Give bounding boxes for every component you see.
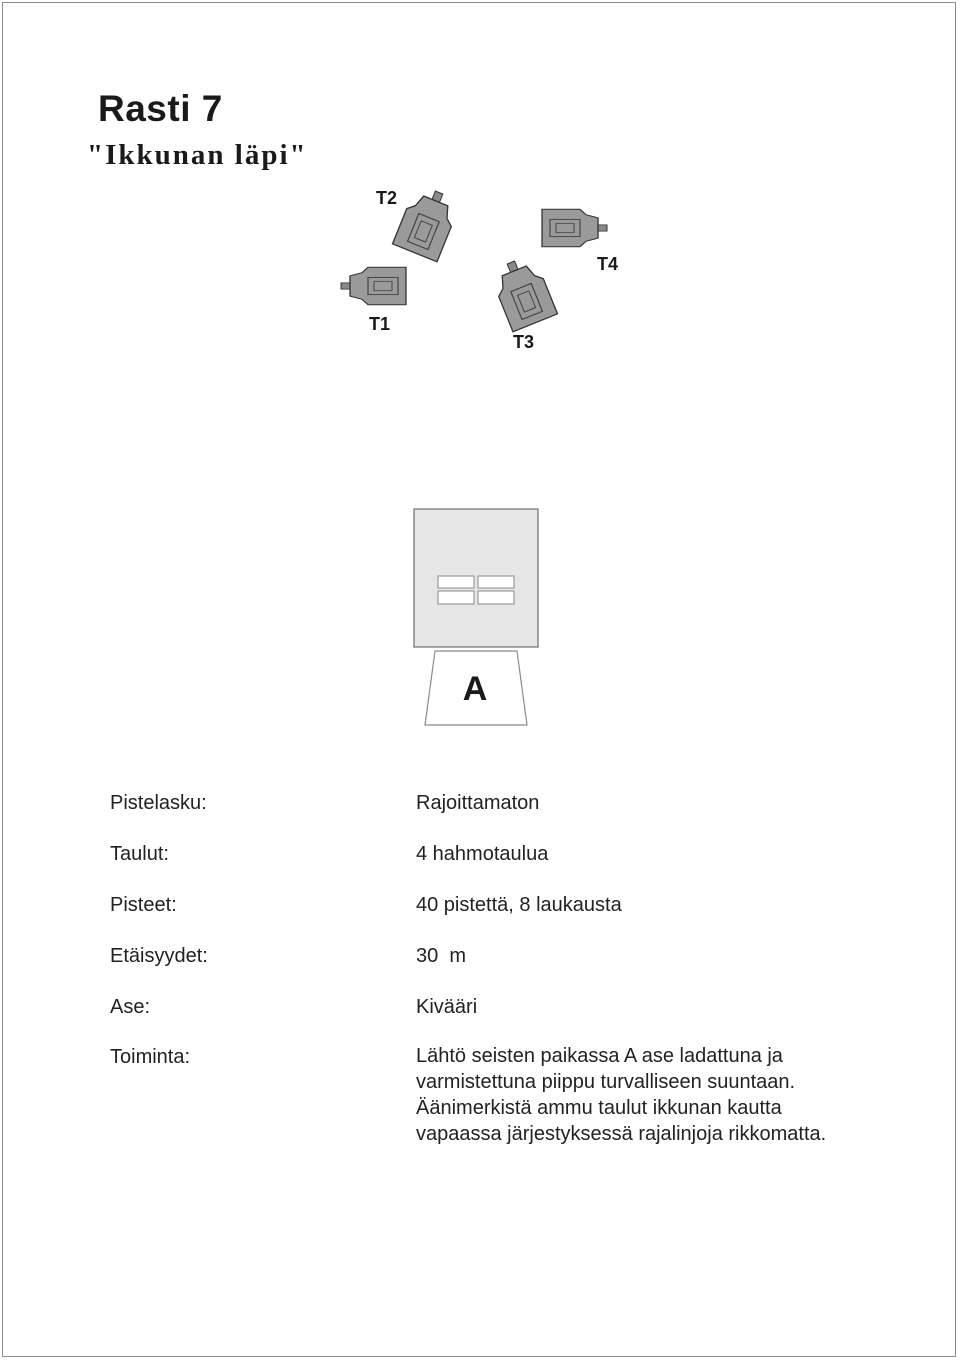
target-label-t2: T2 (376, 188, 398, 208)
label-distances: Etäisyydet: (110, 945, 208, 967)
value-targets: 4 hahmotaulua (416, 843, 549, 865)
value-distances: 30 m (416, 945, 467, 967)
position-label-a: A (462, 670, 488, 708)
target-label-t4: T4 (597, 254, 619, 274)
label-targets: Taulut: (110, 843, 169, 865)
target-t4 (542, 209, 618, 274)
stage-subtitle: "Ikkunan läpi" (87, 139, 308, 171)
label-scoring: Pistelasku: (110, 792, 207, 814)
label-weapon: Ase: (110, 996, 151, 1018)
target-t2 (376, 184, 461, 262)
wall-with-window (414, 509, 538, 647)
label-points: Pisteet: (110, 894, 177, 916)
target-t3 (489, 254, 558, 352)
value-procedure: Lähtö seisten paikassa A ase ladattuna ja varmistettuna piippu turvalliseen suuntaan. Äänimerkistä ammu taulut ikkunan kautta vapaassa järjestyksessä rajalinjoja rikkomatta. (416, 1045, 827, 1145)
shooting-position-a (425, 651, 527, 725)
value-scoring: Rajoittamaton (416, 792, 540, 814)
value-weapon: Kivääri (416, 996, 478, 1018)
target-t1 (341, 267, 406, 334)
page-title: Rasti 7 (98, 88, 223, 129)
target-label-t3: T3 (513, 332, 535, 352)
value-points: 40 pistettä, 8 laukausta (416, 894, 622, 916)
label-procedure: Toiminta: (110, 1046, 191, 1068)
target-label-t1: T1 (369, 314, 391, 334)
